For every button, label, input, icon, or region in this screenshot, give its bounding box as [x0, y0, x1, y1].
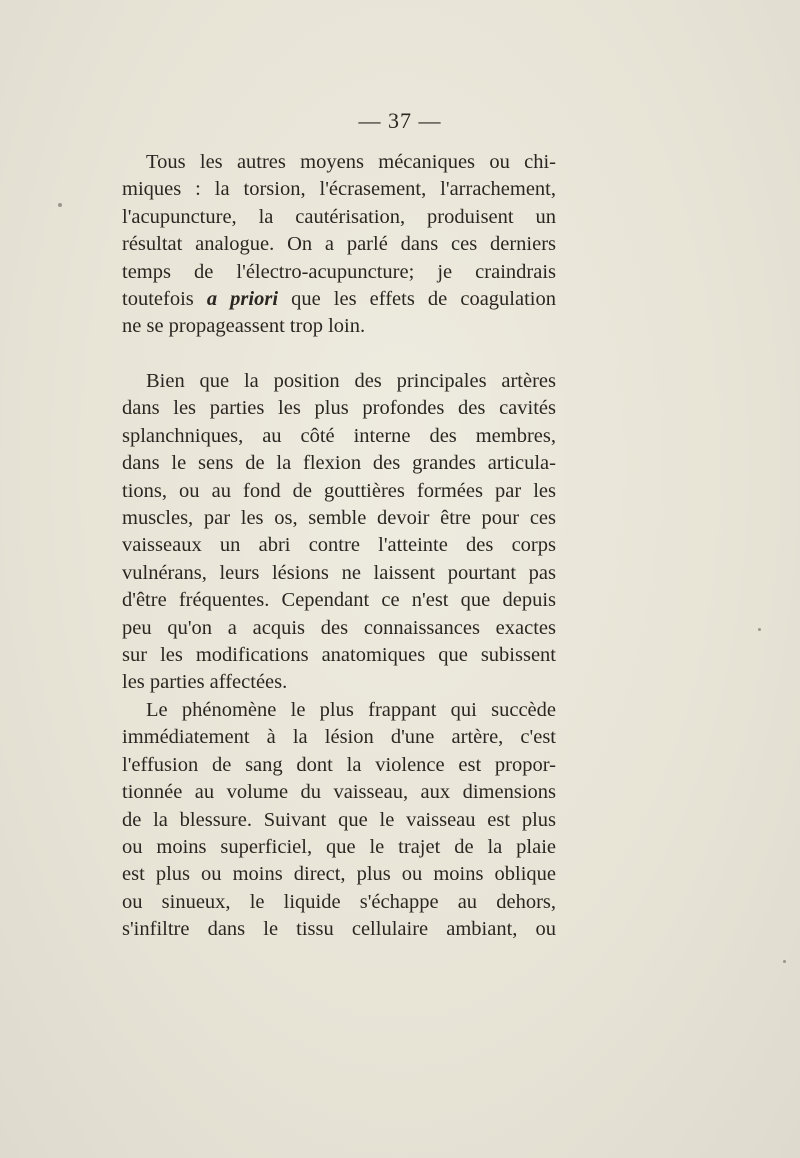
text-line: dans le sens de la flexion des grandes articula- [122, 452, 556, 475]
text-line: muscles, par les os, semble devoir être pour ces [122, 507, 556, 530]
paper-speck [758, 628, 761, 631]
text-line: résultat analogue. On a parlé dans ces derniers [122, 233, 556, 256]
paper-speck [58, 203, 62, 207]
emphasis-text: a priori [206, 288, 279, 311]
text-line: peu qu'on a acquis des connaissances exactes [122, 616, 556, 639]
text-line: l'effusion de sang dont la violence est propor- [122, 753, 556, 776]
text-line: ou sinueux, le liquide s'échappe au dehors, [122, 890, 556, 913]
text-line [122, 286, 556, 313]
text-line: ou moins superficiel, que le trajet de la plaie [122, 836, 556, 859]
text-line: miques : la torsion, l'écrasement, l'arrachement, [122, 178, 556, 201]
text-fragment: toutefois [122, 288, 207, 311]
text-fragment: que les effets de coagulation [278, 288, 556, 311]
text-line: l'acupuncture, la cautérisation, produisent un [122, 205, 556, 228]
text-line: vulnérans, leurs lésions ne laissent pourtant pas [122, 561, 556, 584]
text-line: est plus ou moins direct, plus ou moins oblique [122, 863, 556, 886]
text-line: les parties affectées. [122, 671, 288, 694]
text-line: Tous les autres moyens mécaniques ou chi- [146, 151, 556, 173]
text-line: ne se propageassent trop loin. [122, 315, 366, 338]
paragraph-3 [122, 697, 556, 944]
text-line: vaisseaux un abri contre l'atteinte des corps [122, 534, 556, 557]
text-line: sur les modifications anatomiques que subissent [122, 644, 556, 667]
paper-speck [783, 960, 786, 963]
text-line: Le phénomène le plus frappant qui succède [146, 699, 556, 721]
text-line: tionnée au volume du vaisseau, aux dimensions [122, 781, 556, 804]
page-number: — 37 — [358, 108, 442, 133]
text-line: immédiatement à la lésion d'une artère, c'est [122, 726, 556, 749]
text-line: splanchniques, au côté interne des membres, [122, 424, 556, 447]
text-line: tions, ou au fond de gouttières formées par les [122, 479, 556, 502]
text-line: temps de l'électro-acupuncture; je craindrais [122, 260, 556, 283]
text-line: dans les parties les plus profondes des cavités [122, 397, 556, 420]
text-line: de la blessure. Suivant que le vaisseau est plus [122, 808, 556, 831]
paragraph-2 [122, 368, 556, 697]
text-line: d'être fréquentes. Cependant ce n'est que depuis [122, 589, 556, 612]
text-line: Bien que la position des principales artères [146, 370, 556, 392]
text-line: s'infiltre dans le tissu cellulaire ambiant, ou [122, 918, 556, 941]
paragraph-1 [122, 149, 556, 341]
